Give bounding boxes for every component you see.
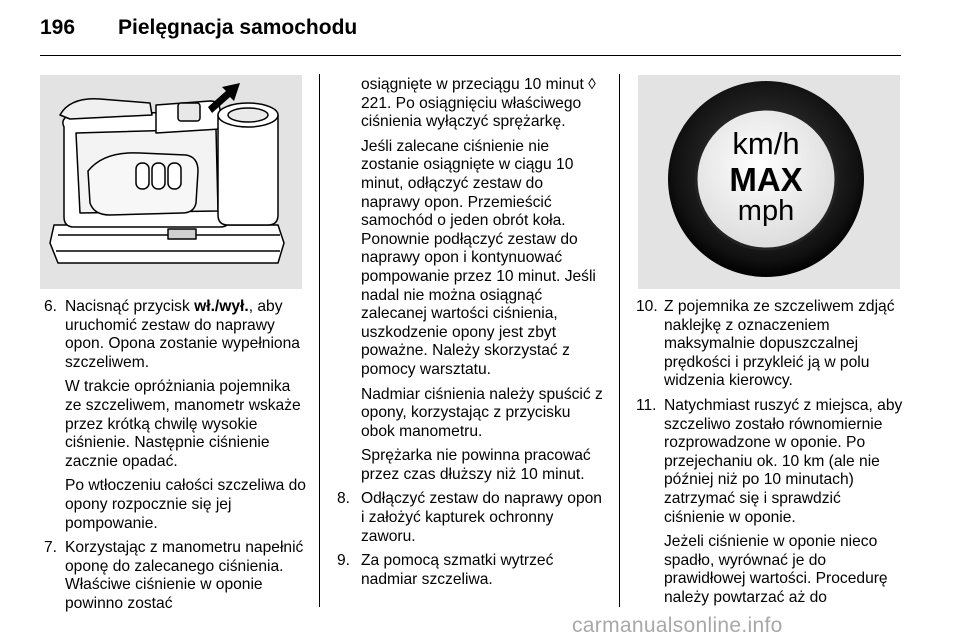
list-item-6 xyxy=(44,298,306,539)
item-10-paragraph: Z pojemnika ze szczeliwem zdjąć naklejkę z oznaczeniem maksymalnie dopuszczalnej prędkości i przykleić ją w polu widzenia kierowcy. xyxy=(664,298,895,390)
list-item-9 xyxy=(337,552,605,595)
item-6-paragraph-2: W trakcie opróżniania pojemnika ze szczeliwem, manometr wskaże przez krótką chwilę wysokie ciśnienie. Następnie ciśnienie zacznie opadać. xyxy=(65,378,301,470)
item-number: 7. xyxy=(44,539,58,557)
column-2 xyxy=(337,76,605,595)
item-number: 9. xyxy=(337,552,351,570)
button-name-bold: wł./wył. xyxy=(194,298,249,315)
column-1 xyxy=(44,298,306,620)
item-7-continued-2: Jeśli zalecane ciśnienie nie zostanie osiągnięte w ciągu 10 minut, odłączyć zestaw do naprawy opon. Przemieścić samochód o jeden obrót koła. Ponownie podłączyć zestaw do naprawy opon i kontynuować pompowanie przez 10 minut. Jeśli nadal nie można osiągnąć zalecanej wartości ciśnienia, uszkodzenie opony jest zbyt poważne. Należy skorzystać z pomocy warsztatu. xyxy=(361,137,596,378)
page-title: Pielęgnacja samochodu xyxy=(118,16,358,39)
item-number: 6. xyxy=(44,298,58,315)
item-11-paragraph-2: Jeżeli ciśnienie w oponie nieco spadło, wyrównać je do prawidłowej wartości. Procedurę należy powtarzać aż do xyxy=(664,533,888,606)
header-rule xyxy=(40,55,901,56)
sticker-text-mph: mph xyxy=(737,195,795,227)
list-item-8 xyxy=(337,490,605,552)
list-item-11 xyxy=(636,397,904,614)
column-3 xyxy=(636,298,904,614)
item-6-paragraph-3: Po wtłoczeniu całości szczeliwa do opony rozpocznie się jej pompowanie. xyxy=(65,477,306,532)
item-number: 10. xyxy=(636,298,658,315)
speed-sticker-illustration xyxy=(638,75,900,289)
column-divider xyxy=(619,74,620,607)
item-6-paragraph-1: Nacisnąć przycisk wł./wył., aby uruchomić zestaw do naprawy opon. Opona zostanie wypełniona szczeliwem. xyxy=(65,298,300,371)
item-8-paragraph: Odłączyć zestaw do naprawy opon i założyć kapturek ochronny zaworu. xyxy=(361,490,602,545)
page-number: 196 xyxy=(40,16,76,39)
list-item-7 xyxy=(44,539,306,619)
item-9-paragraph: Za pomocą szmatki wytrzeć nadmiar szczeliwa. xyxy=(361,552,554,588)
list-item-10 xyxy=(636,298,904,397)
item-number: 11. xyxy=(636,396,657,414)
item-7-continued-1: osiągnięte w przeciągu 10 minut ◊ 221. Po osiągnięciu właściwego ciśnienia wyłączyć sprężarkę. xyxy=(361,76,596,131)
item-7-continued-3: Nadmiar ciśnienia należy spuścić z opony, korzystając z przycisku obok manometru. xyxy=(361,385,603,440)
item-11-paragraph-1: Natychmiast ruszyć z miejsca, aby szczeliwo zostało równomiernie rozprowadzone w oponie. Po przejechaniu ok. 10 km (ale nie później niż po 10 minutach) zatrzymać się i sprawdzić ciśnienie w oponie. xyxy=(664,396,903,526)
item-number: 8. xyxy=(337,490,351,508)
compressor-illustration xyxy=(40,75,302,289)
watermark: carmanualsonline.info xyxy=(572,614,783,637)
sticker-text-max: MAX xyxy=(729,161,803,198)
column-divider xyxy=(319,74,320,607)
sticker-text-kmh: km/h xyxy=(732,126,800,161)
item-7-continued-4: Sprężarka nie powinna pracować przez czas dłuższy niż 10 minut. xyxy=(361,447,591,483)
item-7-paragraph-1: Korzystając z manometru napełnić oponę do zalecanego ciśnienia. Właściwe ciśnienie w oponie powinno zostać xyxy=(65,539,304,612)
